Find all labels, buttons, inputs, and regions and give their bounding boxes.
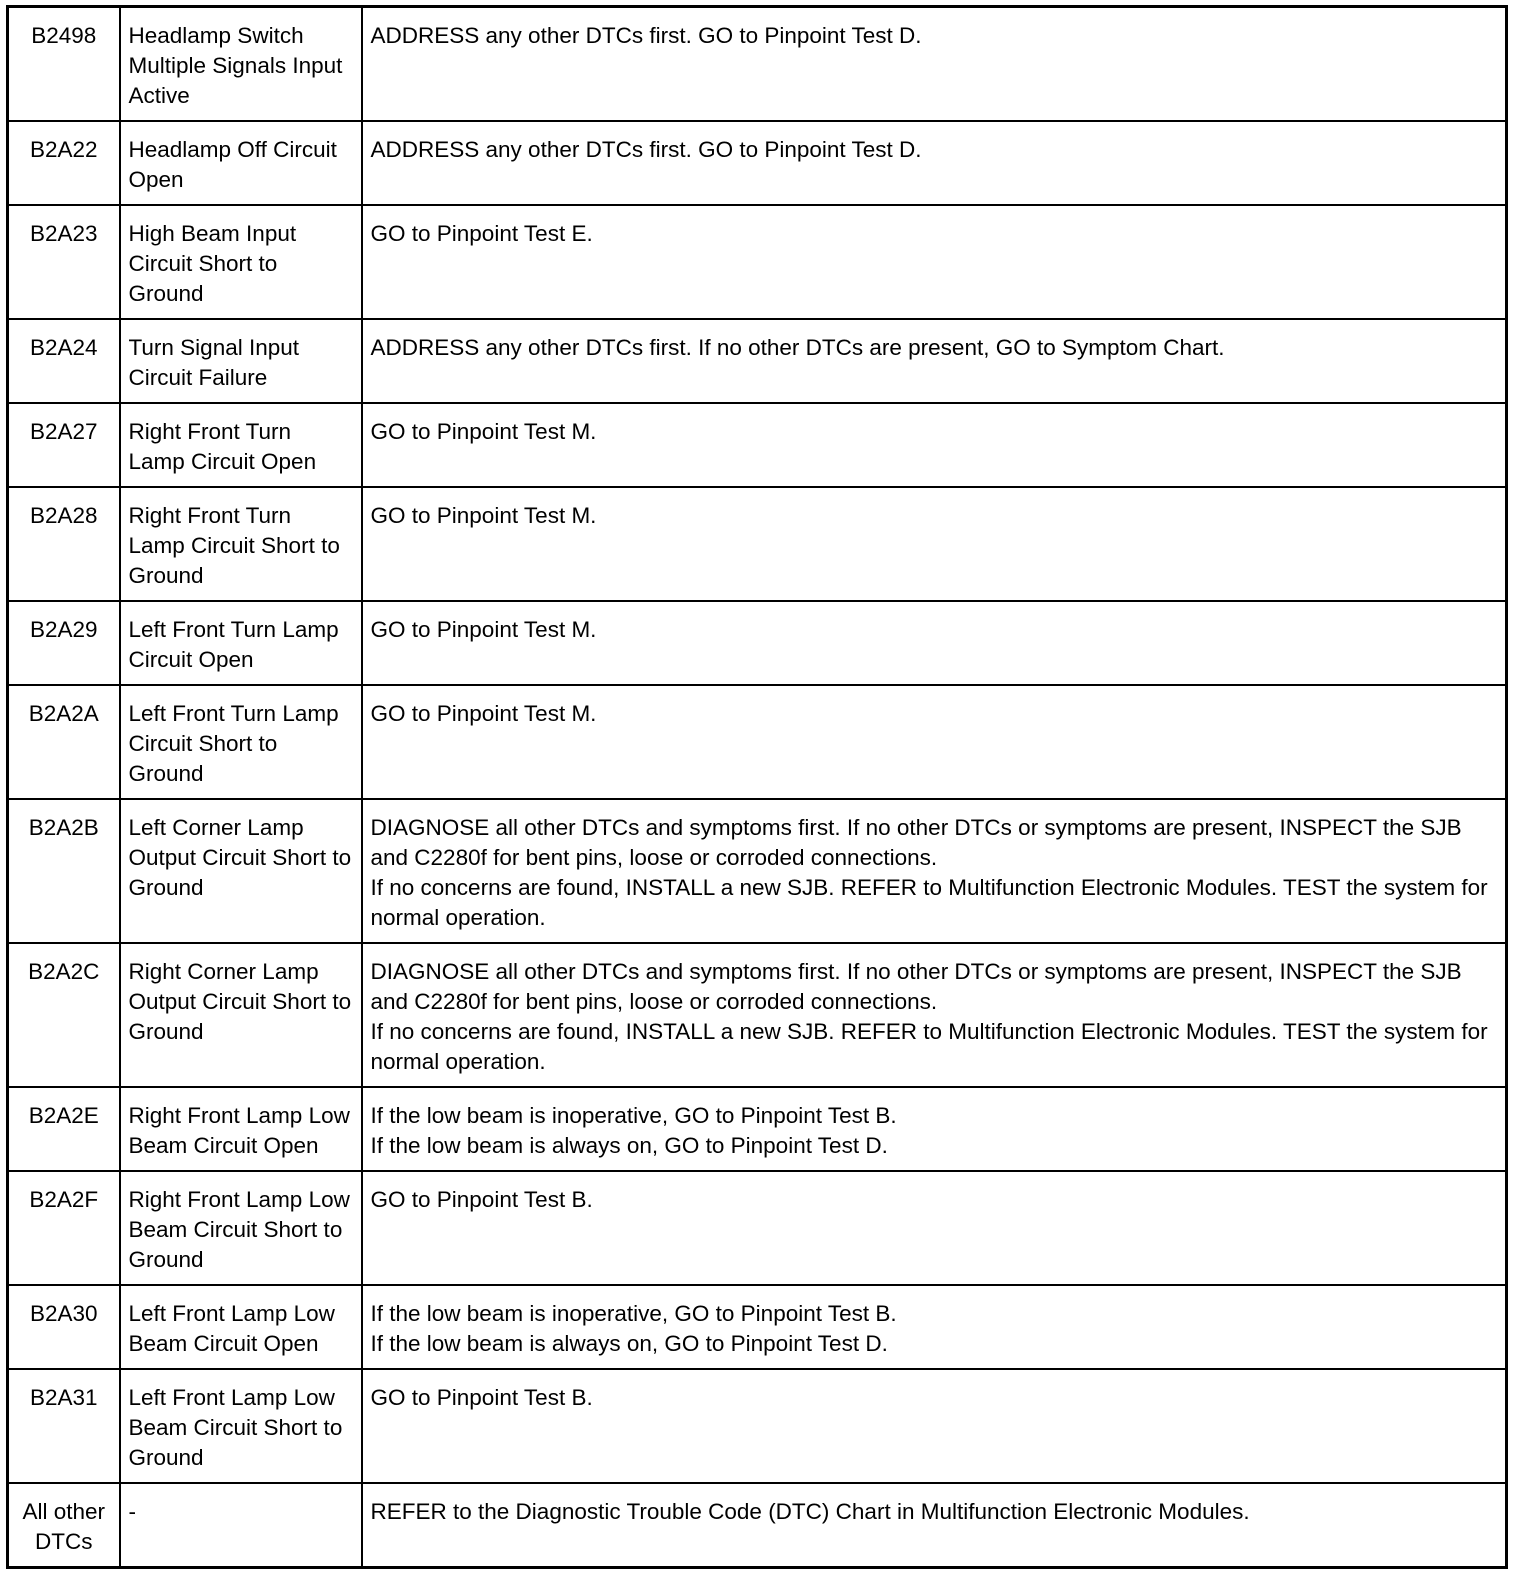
dtc-description-cell: Headlamp Switch Multiple Signals Input Active [120,7,362,122]
table-row [8,7,1507,122]
action-text: GO to Pinpoint Test B. [370,1187,593,1212]
action-text: GO to Pinpoint Test M. [370,701,597,726]
dtc-table-body [8,7,1507,1568]
dtc-action-cell [362,121,1507,205]
dtc-action-cell [362,601,1507,685]
action-text: ADDRESS any other DTCs first. GO to Pinpoint Test D. [370,23,922,48]
action-text: If no concerns are found, INSTALL a new SJB. REFER to Multifunction Electronic Modules. TEST the system for normal operation. [370,1019,1488,1074]
dtc-action-cell [362,7,1507,122]
dtc-description-cell: Turn Signal Input Circuit Failure [120,319,362,403]
table-row [8,205,1507,319]
dtc-action-cell [362,1369,1507,1483]
dtc-description-cell: Right Front Turn Lamp Circuit Short to Ground [120,487,362,601]
dtc-action-cell [362,685,1507,799]
action-text: DIAGNOSE all other DTCs and symptoms first. If no other DTCs or symptoms are present, INSPECT the SJB and C2280f for bent pins, loose or corroded connections. [370,959,1462,1014]
dtc-description-cell: High Beam Input Circuit Short to Ground [120,205,362,319]
dtc-description-cell: Headlamp Off Circuit Open [120,121,362,205]
table-row [8,1483,1507,1568]
dtc-code-cell: B2A23 [8,205,120,319]
action-text: GO to Pinpoint Test M. [370,419,597,444]
dtc-action-cell [362,319,1507,403]
table-row [8,685,1507,799]
dtc-description-cell: Left Front Lamp Low Beam Circuit Short to Ground [120,1369,362,1483]
table-row [8,121,1507,205]
dtc-action-cell [362,1483,1507,1568]
table-row [8,319,1507,403]
table-row [8,799,1507,943]
dtc-code-cell: B2A27 [8,403,120,487]
dtc-description-cell: - [120,1483,362,1568]
table-row [8,487,1507,601]
dtc-code-cell: All other DTCs [8,1483,120,1568]
action-text: If the low beam is always on, GO to Pinpoint Test D. [370,1133,888,1158]
action-text: If the low beam is inoperative, GO to Pinpoint Test B. [370,1301,897,1326]
dtc-code-cell: B2A2F [8,1171,120,1285]
dtc-code-cell: B2A2C [8,943,120,1087]
table-row [8,1369,1507,1483]
action-text: GO to Pinpoint Test E. [370,221,593,246]
dtc-action-cell [362,1087,1507,1171]
table-row [8,943,1507,1087]
dtc-code-cell: B2A30 [8,1285,120,1369]
dtc-code-cell: B2A29 [8,601,120,685]
action-text: GO to Pinpoint Test B. [370,1385,593,1410]
dtc-action-cell [362,487,1507,601]
action-text: DIAGNOSE all other DTCs and symptoms first. If no other DTCs or symptoms are present, INSPECT the SJB and C2280f for bent pins, loose or corroded connections. [370,815,1462,870]
dtc-code-cell: B2A28 [8,487,120,601]
action-text: REFER to the Diagnostic Trouble Code (DTC) Chart in Multifunction Electronic Modules. [370,1499,1250,1524]
dtc-description-cell: Left Front Turn Lamp Circuit Short to Ground [120,685,362,799]
dtc-code-cell: B2A22 [8,121,120,205]
table-row [8,403,1507,487]
dtc-action-cell [362,799,1507,943]
dtc-code-cell: B2A2A [8,685,120,799]
table-row [8,601,1507,685]
table-row [8,1285,1507,1369]
dtc-description-cell: Right Front Lamp Low Beam Circuit Short to Ground [120,1171,362,1285]
dtc-code-cell: B2A31 [8,1369,120,1483]
dtc-action-cell [362,1171,1507,1285]
table-row [8,1087,1507,1171]
action-text: GO to Pinpoint Test M. [370,503,597,528]
dtc-action-cell [362,943,1507,1087]
dtc-table [6,5,1508,1569]
dtc-code-cell: B2A2E [8,1087,120,1171]
dtc-description-cell: Left Front Lamp Low Beam Circuit Open [120,1285,362,1369]
dtc-code-cell: B2498 [8,7,120,122]
dtc-description-cell: Right Corner Lamp Output Circuit Short to Ground [120,943,362,1087]
dtc-description-cell: Left Corner Lamp Output Circuit Short to Ground [120,799,362,943]
action-text: If no concerns are found, INSTALL a new SJB. REFER to Multifunction Electronic Modules. TEST the system for normal operation. [370,875,1488,930]
action-text: If the low beam is always on, GO to Pinpoint Test D. [370,1331,888,1356]
dtc-description-cell: Right Front Lamp Low Beam Circuit Open [120,1087,362,1171]
action-text: If the low beam is inoperative, GO to Pinpoint Test B. [370,1103,897,1128]
table-row [8,1171,1507,1285]
action-text: ADDRESS any other DTCs first. GO to Pinpoint Test D. [370,137,922,162]
dtc-action-cell [362,403,1507,487]
dtc-description-cell: Left Front Turn Lamp Circuit Open [120,601,362,685]
action-text: ADDRESS any other DTCs first. If no other DTCs are present, GO to Symptom Chart. [370,335,1225,360]
dtc-description-cell: Right Front Turn Lamp Circuit Open [120,403,362,487]
dtc-action-cell [362,205,1507,319]
dtc-code-cell: B2A2B [8,799,120,943]
dtc-action-cell [362,1285,1507,1369]
dtc-code-cell: B2A24 [8,319,120,403]
action-text: GO to Pinpoint Test M. [370,617,597,642]
